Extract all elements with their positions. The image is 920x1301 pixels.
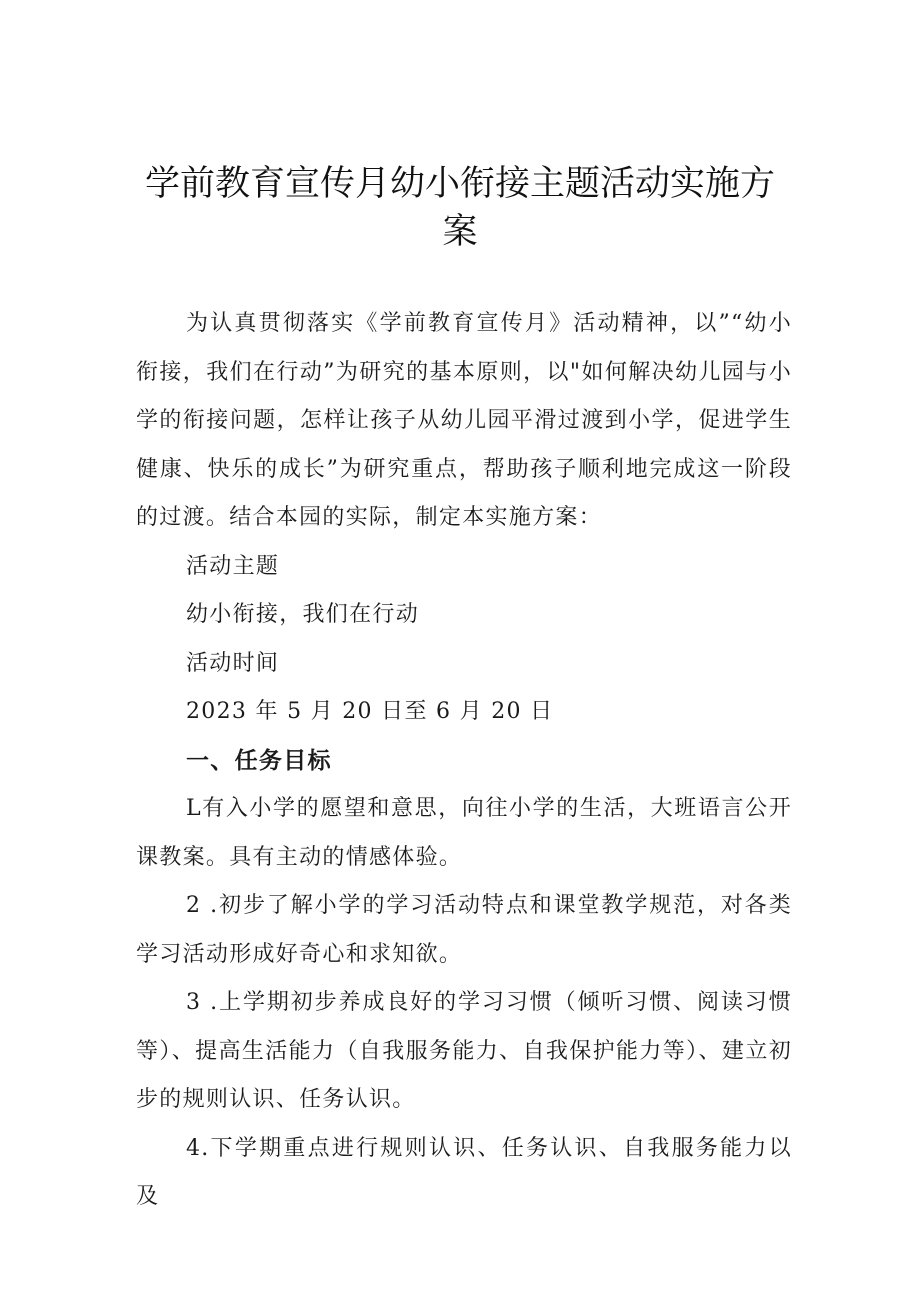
intro-paragraph: 为认真贯彻落实《学前教育宣传月》活动精神，以”“幼小衔接，我们在行动”为研究的基本原则，以"如何解决幼儿园与小学的衔接问题，怎样让孩子从幼儿园平滑过渡到小学，促进学生健康、快乐的成长”为研究重点，帮助孩子顺利地完成这一阶段的过渡。结合本园的实际，制定本实施方案： xyxy=(136,311,792,530)
goal-paragraph-2: 2 .初步了解小学的学习活动特点和课堂教学规范，对各类学习活动形成好奇心和求知欲。 xyxy=(136,893,792,967)
section-heading-goals: 一、任务目标 xyxy=(186,747,332,774)
theme-label: 活动主题 xyxy=(186,553,280,579)
time-value: 2023 年 5 月 20 日至 6 月 20 日 xyxy=(186,699,554,724)
goal-paragraph-4: 4.下学期重点进行规则认识、任务认识、自我服务能力以及 xyxy=(136,1135,792,1209)
goal-paragraph-1: L有入小学的愿望和意思，向往小学的生活，大班语言公开课教案。具有主动的情感体验。 xyxy=(136,796,792,870)
document-title: 学前教育宣传月幼小衔接主题活动实施方案 xyxy=(144,164,775,252)
document-body xyxy=(136,300,792,1222)
goal-paragraph-3: 3 .上学期初步养成良好的学习习惯（倾听习惯、阅读习惯等）、提高生活能力（自我服务能力、自我保护能力等）、建立初步的规则认识、任务认识。 xyxy=(136,990,792,1112)
theme-value: 幼小衔接，我们在行动 xyxy=(186,602,420,627)
time-label: 活动时间 xyxy=(186,650,280,676)
